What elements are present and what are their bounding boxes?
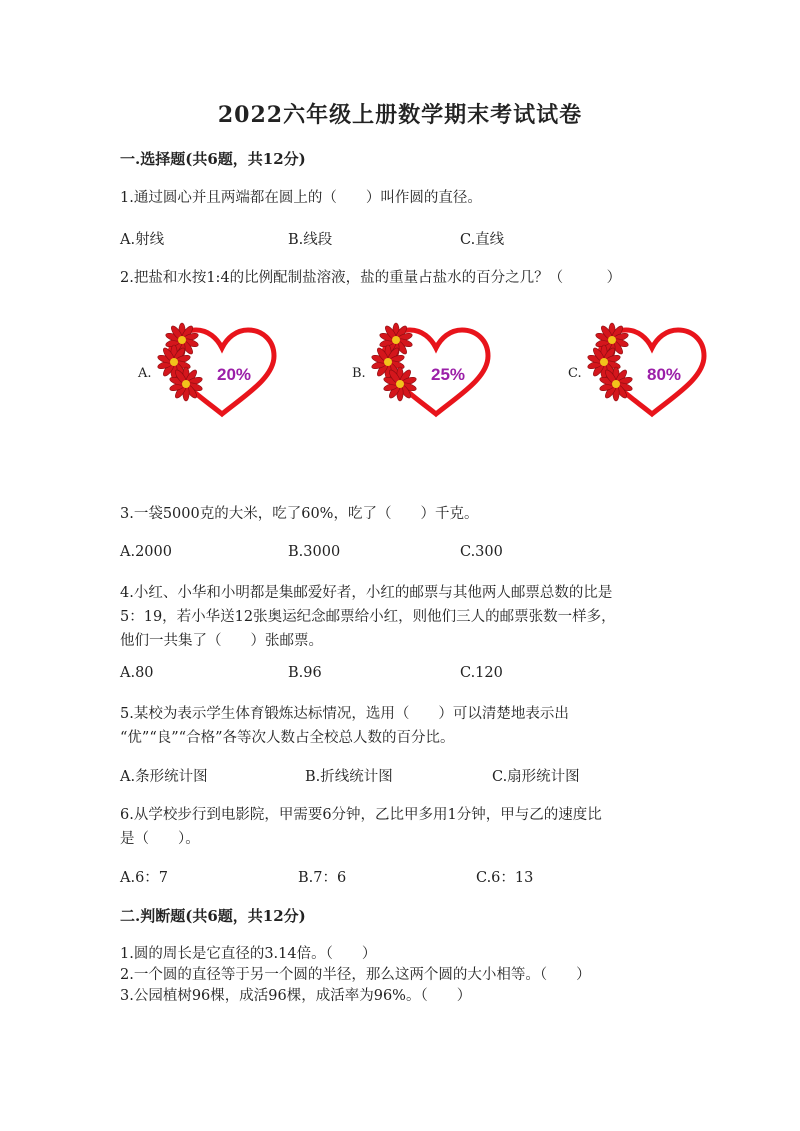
question-1-option-c[interactable]: C.直线 <box>460 232 505 248</box>
question-4-line-2: 5：19，若小华送12张奥运纪念邮票给小红，则他们三人的邮票张数一样多， <box>120 609 616 625</box>
question-5-line-1: 5.某校为表示学生体育锻炼达标情况，选用（ ）可以清楚地表示出 <box>120 706 569 722</box>
question-2-option-b[interactable] <box>352 322 512 422</box>
question-2-option-c[interactable] <box>568 322 728 422</box>
question-4-option-b[interactable]: B.96 <box>288 665 322 681</box>
question-3-text: 3.一袋5000克的大米，吃了60%，吃了（ ）千克。 <box>120 506 479 522</box>
option-letter: C. <box>568 366 582 381</box>
option-letter: A. <box>138 366 152 381</box>
question-5-option-a[interactable]: A.条形统计图 <box>120 769 208 785</box>
heart-flower-icon <box>152 322 292 422</box>
section-heading-choice: 一.选择题(共6题，共12分) <box>120 150 306 168</box>
question-4-option-c[interactable]: C.120 <box>460 665 503 681</box>
option-value: 25% <box>430 365 466 384</box>
question-6-line-1: 6.从学校步行到电影院，甲需要6分钟，乙比甲多用1分钟，甲与乙的速度比 <box>120 807 602 823</box>
option-value: 80% <box>646 365 682 384</box>
option-value: 20% <box>216 365 252 384</box>
question-2-option-a[interactable] <box>138 322 298 422</box>
question-5-line-2: “优”“良”“合格”各等次人数占全校总人数的百分比。 <box>120 730 455 746</box>
question-6-option-a[interactable]: A.6：7 <box>120 870 169 886</box>
heart-flower-icon <box>582 322 722 422</box>
question-4-line-1: 4.小红、小华和小明都是集邮爱好者，小红的邮票与其他两人邮票总数的比是 <box>120 585 613 601</box>
question-6-option-c[interactable]: C.6：13 <box>476 870 534 886</box>
question-5-option-b[interactable]: B.折线统计图 <box>305 769 393 785</box>
question-2-text: 2.把盐和水按1:4的比例配制盐溶液，盐的重量占盐水的百分之几？（ ） <box>120 270 622 286</box>
question-6-line-2: 是（ ）。 <box>120 831 200 847</box>
page-title: 2022六年级上册数学期末考试试卷 <box>217 102 583 128</box>
heart-flower-icon <box>366 322 506 422</box>
option-letter: B. <box>352 366 366 381</box>
judge-item-1: 1.圆的周长是它直径的3.14倍。（ ） <box>120 946 377 962</box>
question-4-line-3: 他们一共集了（ ）张邮票。 <box>120 633 323 649</box>
section-heading-judge: 二.判断题(共6题，共12分) <box>120 907 306 925</box>
question-3-option-b[interactable]: B.3000 <box>288 544 341 560</box>
judge-item-3: 3.公园植树96棵，成活96棵，成活率为96%。（ ） <box>120 988 472 1004</box>
question-1-option-b[interactable]: B.线段 <box>288 232 333 248</box>
question-3-option-c[interactable]: C.300 <box>460 544 503 560</box>
judge-item-2: 2.一个圆的直径等于另一个圆的半径，那么这两个圆的大小相等。（ ） <box>120 967 591 983</box>
question-5-option-c[interactable]: C.扇形统计图 <box>492 769 580 785</box>
question-1-text: 1.通过圆心并且两端都在圆上的（ ）叫作圆的直径。 <box>120 190 482 206</box>
question-6-option-b[interactable]: B.7：6 <box>298 870 347 886</box>
question-4-option-a[interactable]: A.80 <box>120 665 154 681</box>
question-1-option-a[interactable]: A.射线 <box>120 232 165 248</box>
question-3-option-a[interactable]: A.2000 <box>120 544 172 560</box>
